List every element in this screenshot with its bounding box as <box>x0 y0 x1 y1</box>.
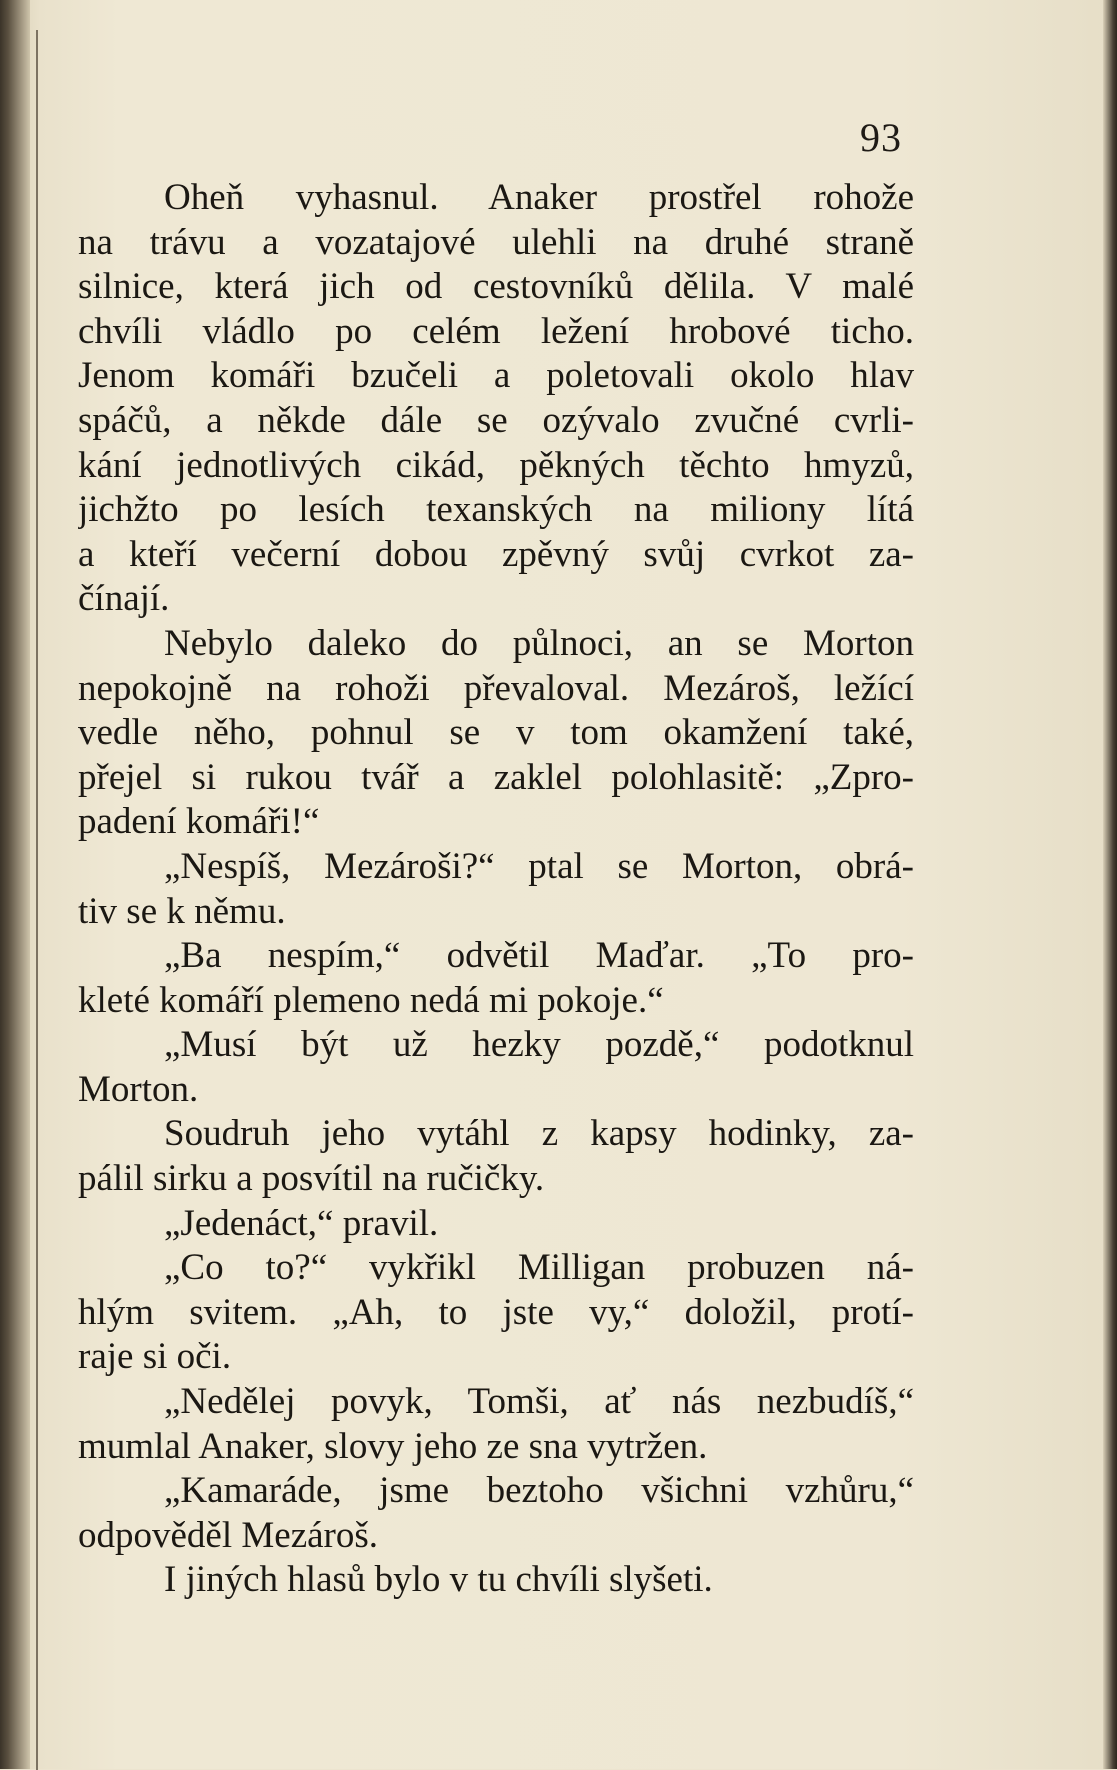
page-number: 93 <box>860 115 902 160</box>
body-text <box>78 176 914 1603</box>
text-line: nepokojně na rohoži převaloval. Mezároš, ležící <box>78 667 914 709</box>
text-line: Oheň vyhasnul. Anaker prostřel rohože <box>164 177 914 218</box>
text-line: „Co to?“ vykřikl Milligan probuzen ná- <box>164 1247 914 1289</box>
text-line: chvíli vládlo po celém ležení hrobové ticho. <box>78 310 914 352</box>
book-spine-shadow <box>0 0 30 1769</box>
text-line: přejel si rukou tvář a zaklel polohlasitě: „Zpro- <box>78 756 914 798</box>
text-line: čínají. <box>78 578 170 620</box>
page-edge-shadow <box>1103 0 1117 1769</box>
text-line: na trávu a vozatajové ulehli na druhé straně <box>78 221 914 263</box>
text-line: „Jedenáct,“ pravil. <box>164 1202 439 1244</box>
text-line: „Nedělej povyk, Tomši, ať nás nezbudíš,“ <box>164 1381 914 1423</box>
text-line: a kteří večerní dobou zpěvný svůj cvrkot za- <box>78 533 914 575</box>
text-line: mumlal Anaker, slovy jeho ze sna vytržen. <box>78 1425 708 1467</box>
text-line: Nebylo daleko do půlnoci, an se Morton <box>164 622 914 664</box>
gutter-line <box>36 30 38 1770</box>
text-line: Jenom komáři bzučeli a poletovali okolo hlav <box>78 355 914 397</box>
text-line: silnice, která jich od cestovníků dělila. V malé <box>78 266 914 308</box>
text-line: padení komáři!“ <box>78 801 320 843</box>
text-line: pálil sirku a posvítil na ručičky. <box>78 1158 545 1200</box>
text-line: kání jednotlivých cikád, pěkných těchto hmyzů, <box>78 444 914 486</box>
text-line: kleté komáří plemeno nedá mi pokoje.“ <box>78 979 664 1021</box>
text-line: Morton. <box>78 1068 199 1110</box>
text-line: „Nespíš, Mezároši?“ ptal se Morton, obrá- <box>164 845 914 887</box>
text-line: hlým svitem. „Ah, to jste vy,“ doložil, protí- <box>78 1291 914 1333</box>
text-line: raje si oči. <box>78 1336 232 1378</box>
text-line: I jiných hlasů bylo v tu chvíli slyšeti. <box>164 1559 713 1601</box>
text-line: Soudruh jeho vytáhl z kapsy hodinky, za- <box>164 1113 914 1155</box>
text-line: „Musí být už hezky pozdě,“ podotknul <box>164 1024 914 1066</box>
text-line: odpověděl Mezároš. <box>78 1514 379 1556</box>
text-line: spáčů, a někde dále se ozývalo zvučné cvrli- <box>78 399 914 441</box>
text-line: „Kamaráde, jsme beztoho všichni vzhůru,“ <box>164 1470 914 1512</box>
text-line: jichžto po lesích texanských na miliony lítá <box>78 489 914 531</box>
text-line: vedle něho, pohnul se v tom okamžení také, <box>78 712 914 754</box>
text-line: „Ba nespím,“ odvětil Maďar. „To pro- <box>164 935 914 977</box>
text-line: tiv se k němu. <box>78 890 286 932</box>
